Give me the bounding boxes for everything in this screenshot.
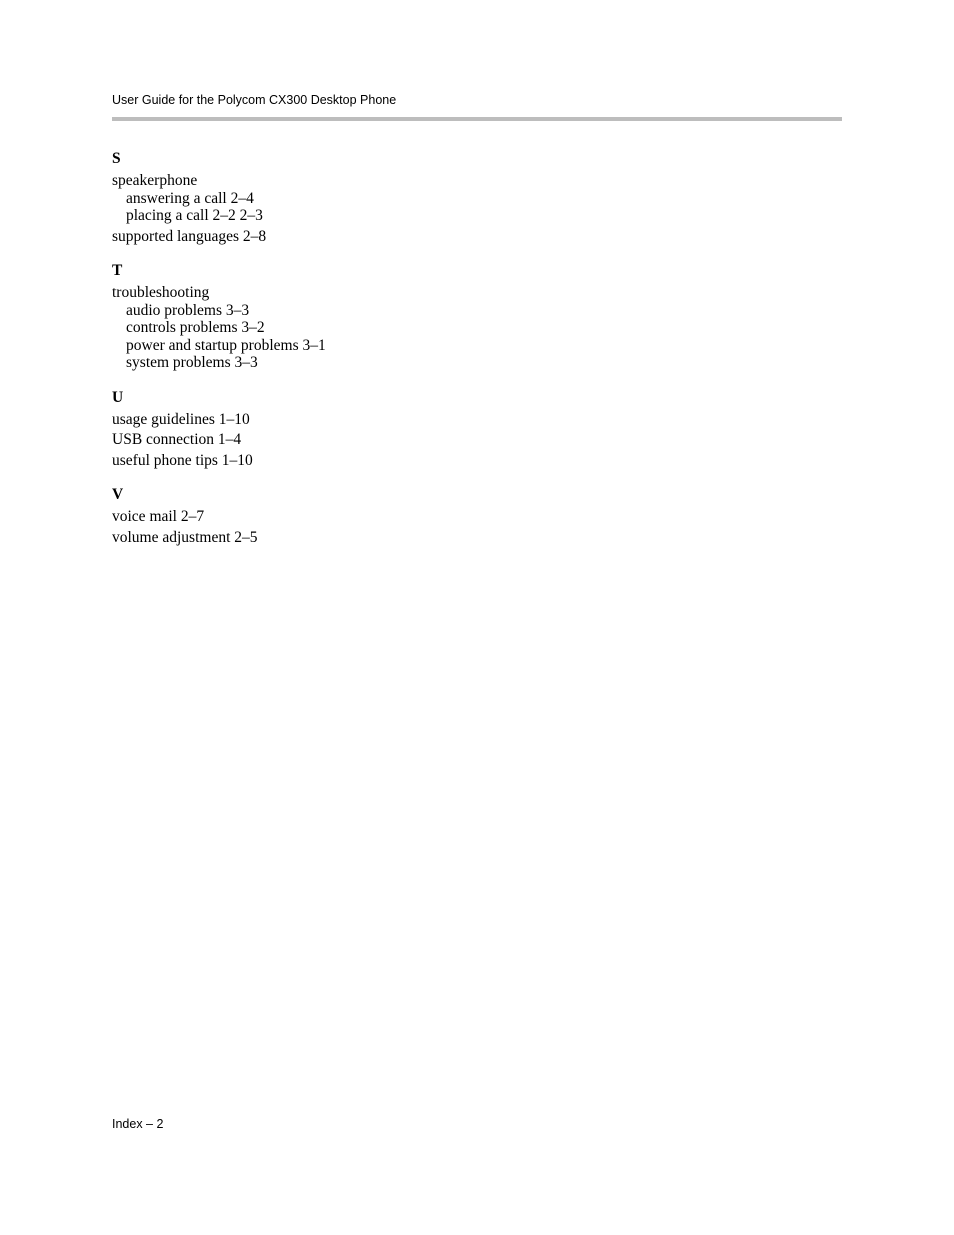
index-term: speakerphone [112, 172, 198, 189]
index-entry [112, 228, 812, 246]
index-term: useful phone tips 1–10 [112, 451, 253, 469]
index-entry [112, 529, 812, 547]
index-subentry: system problems 3–3 [126, 354, 258, 371]
index-section-t [112, 261, 812, 372]
index-entry [112, 452, 812, 470]
index-subentry: power and startup problems 3–1 [126, 336, 326, 354]
index-term: supported languages 2–8 [112, 227, 267, 245]
index-subentry: controls problems 3–2 [126, 319, 265, 336]
index-list [112, 149, 812, 562]
index-entry [112, 411, 812, 429]
section-letter: T [112, 262, 123, 279]
index-entry [112, 431, 812, 449]
index-section-v [112, 485, 812, 546]
index-term: troubleshooting [112, 284, 210, 301]
section-letter: S [112, 150, 121, 167]
index-subentry: answering a call 2–4 [126, 189, 254, 207]
running-header: User Guide for the Polycom CX300 Desktop Phone [112, 93, 397, 107]
index-term: volume adjustment 2–5 [112, 528, 258, 546]
index-term: usage guidelines 1–10 [112, 410, 250, 428]
index-section-s [112, 149, 812, 245]
index-entry [112, 284, 812, 372]
section-letter: V [112, 486, 124, 503]
index-entry [112, 172, 812, 225]
section-letter: U [112, 388, 124, 406]
index-subentry: audio problems 3–3 [126, 301, 250, 319]
header-rule [112, 117, 842, 121]
index-term: voice mail 2–7 [112, 508, 205, 525]
index-entry [112, 508, 812, 526]
page-number: Index – 2 [112, 1117, 164, 1131]
index-subentry: placing a call 2–2 2–3 [126, 207, 263, 224]
index-term: USB connection 1–4 [112, 431, 242, 448]
index-section-u [112, 388, 812, 470]
